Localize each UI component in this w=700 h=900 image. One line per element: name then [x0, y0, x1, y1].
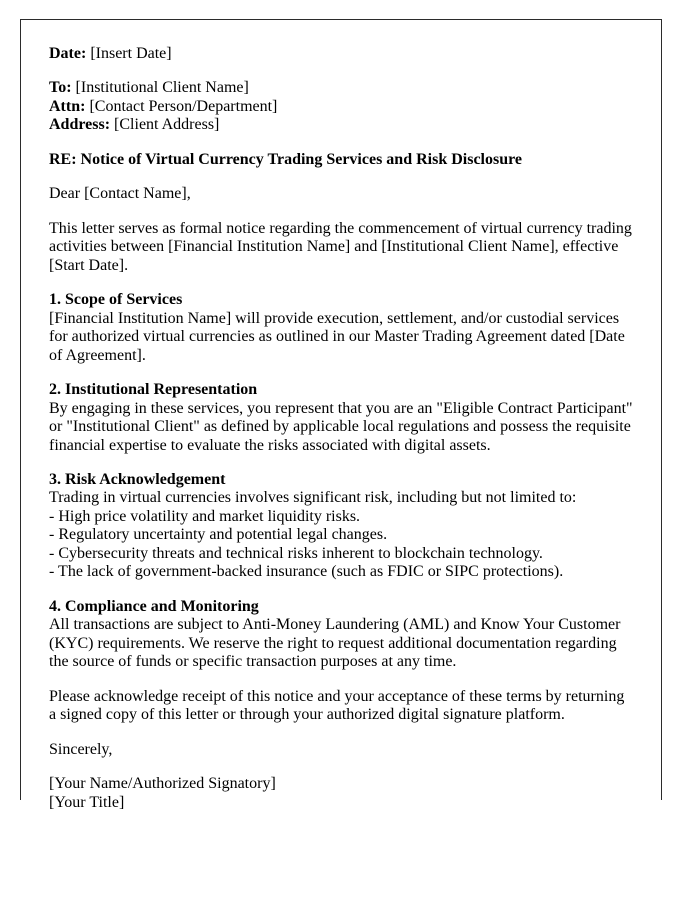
section-scope-of-services: [49, 291, 633, 365]
date-value: [Insert Date]: [86, 45, 172, 62]
section-3-heading: 3. Risk Acknowledgement: [49, 470, 226, 488]
closing-line: Sincerely,: [49, 740, 113, 758]
section-2-heading: 2. Institutional Representation: [49, 381, 258, 399]
acknowledgement-paragraph: Please acknowledge receipt of this notice and your acceptance of these terms by returning a signed copy of this letter or through your authorized digital signature platform.: [49, 687, 625, 724]
section-risk-acknowledgement: [49, 471, 633, 582]
signature-title: [Your Title]: [49, 793, 125, 811]
section-1-body: [Financial Institution Name] will provide execution, settlement, and/or custodial services for authorized virtual currencies as outlined in our Master Trading Agreement dated [Date of Agreement].: [49, 309, 625, 364]
risk-bullet-1: - High price volatility and market liquidity risks.: [49, 507, 361, 525]
attn-label: Attn:: [49, 97, 86, 115]
to-label: To:: [49, 79, 72, 97]
date-line: [49, 45, 633, 63]
section-1-heading: 1. Scope of Services: [49, 291, 183, 309]
risk-bullet-2: - Regulatory uncertainty and potential legal changes.: [49, 526, 388, 544]
attn-value: [Contact Person/Department]: [85, 97, 278, 115]
signature-name: [Your Name/Authorized Signatory]: [49, 775, 276, 793]
intro-paragraph: This letter serves as formal notice regarding the commencement of virtual currency trading activities between [Financial Institution Name] and [Institutional Client Name], effective [Start Date].: [49, 219, 632, 274]
date-label: Date:: [49, 45, 87, 62]
address-value: [Client Address]: [110, 116, 220, 134]
section-compliance-monitoring: [49, 598, 633, 672]
subject-line: RE: Notice of Virtual Currency Trading Services and Risk Disclosure: [49, 150, 523, 168]
risk-bullet-4: - The lack of government-backed insurance (such as FDIC or SIPC protections).: [49, 563, 564, 581]
section-3-body: Trading in virtual currencies involves significant risk, including but not limited to:: [49, 489, 577, 507]
address-label: Address:: [49, 116, 111, 134]
salutation: Dear [Contact Name],: [49, 185, 191, 203]
signature-block: [49, 775, 633, 812]
risk-bullet-3: - Cybersecurity threats and technical risks inherent to blockchain technology.: [49, 544, 543, 562]
section-2-body: By engaging in these services, you represent that you are an "Eligible Contract Participant" or "Institutional Client" as defined by applicable local regulations and possess the requisite financial expertise to evaluate the risks associated with digital assets.: [49, 399, 633, 454]
section-4-heading: 4. Compliance and Monitoring: [49, 597, 259, 615]
section-4-body: All transactions are subject to Anti-Money Laundering (AML) and Know Your Customer (KYC) requirements. We reserve the right to request additional documentation regarding the source of funds or specific transaction purposes at any time.: [49, 616, 621, 671]
letter-container: [20, 19, 662, 811]
section-institutional-representation: [49, 381, 633, 455]
recipient-block: [49, 79, 633, 134]
to-value: [Institutional Client Name]: [71, 79, 249, 97]
